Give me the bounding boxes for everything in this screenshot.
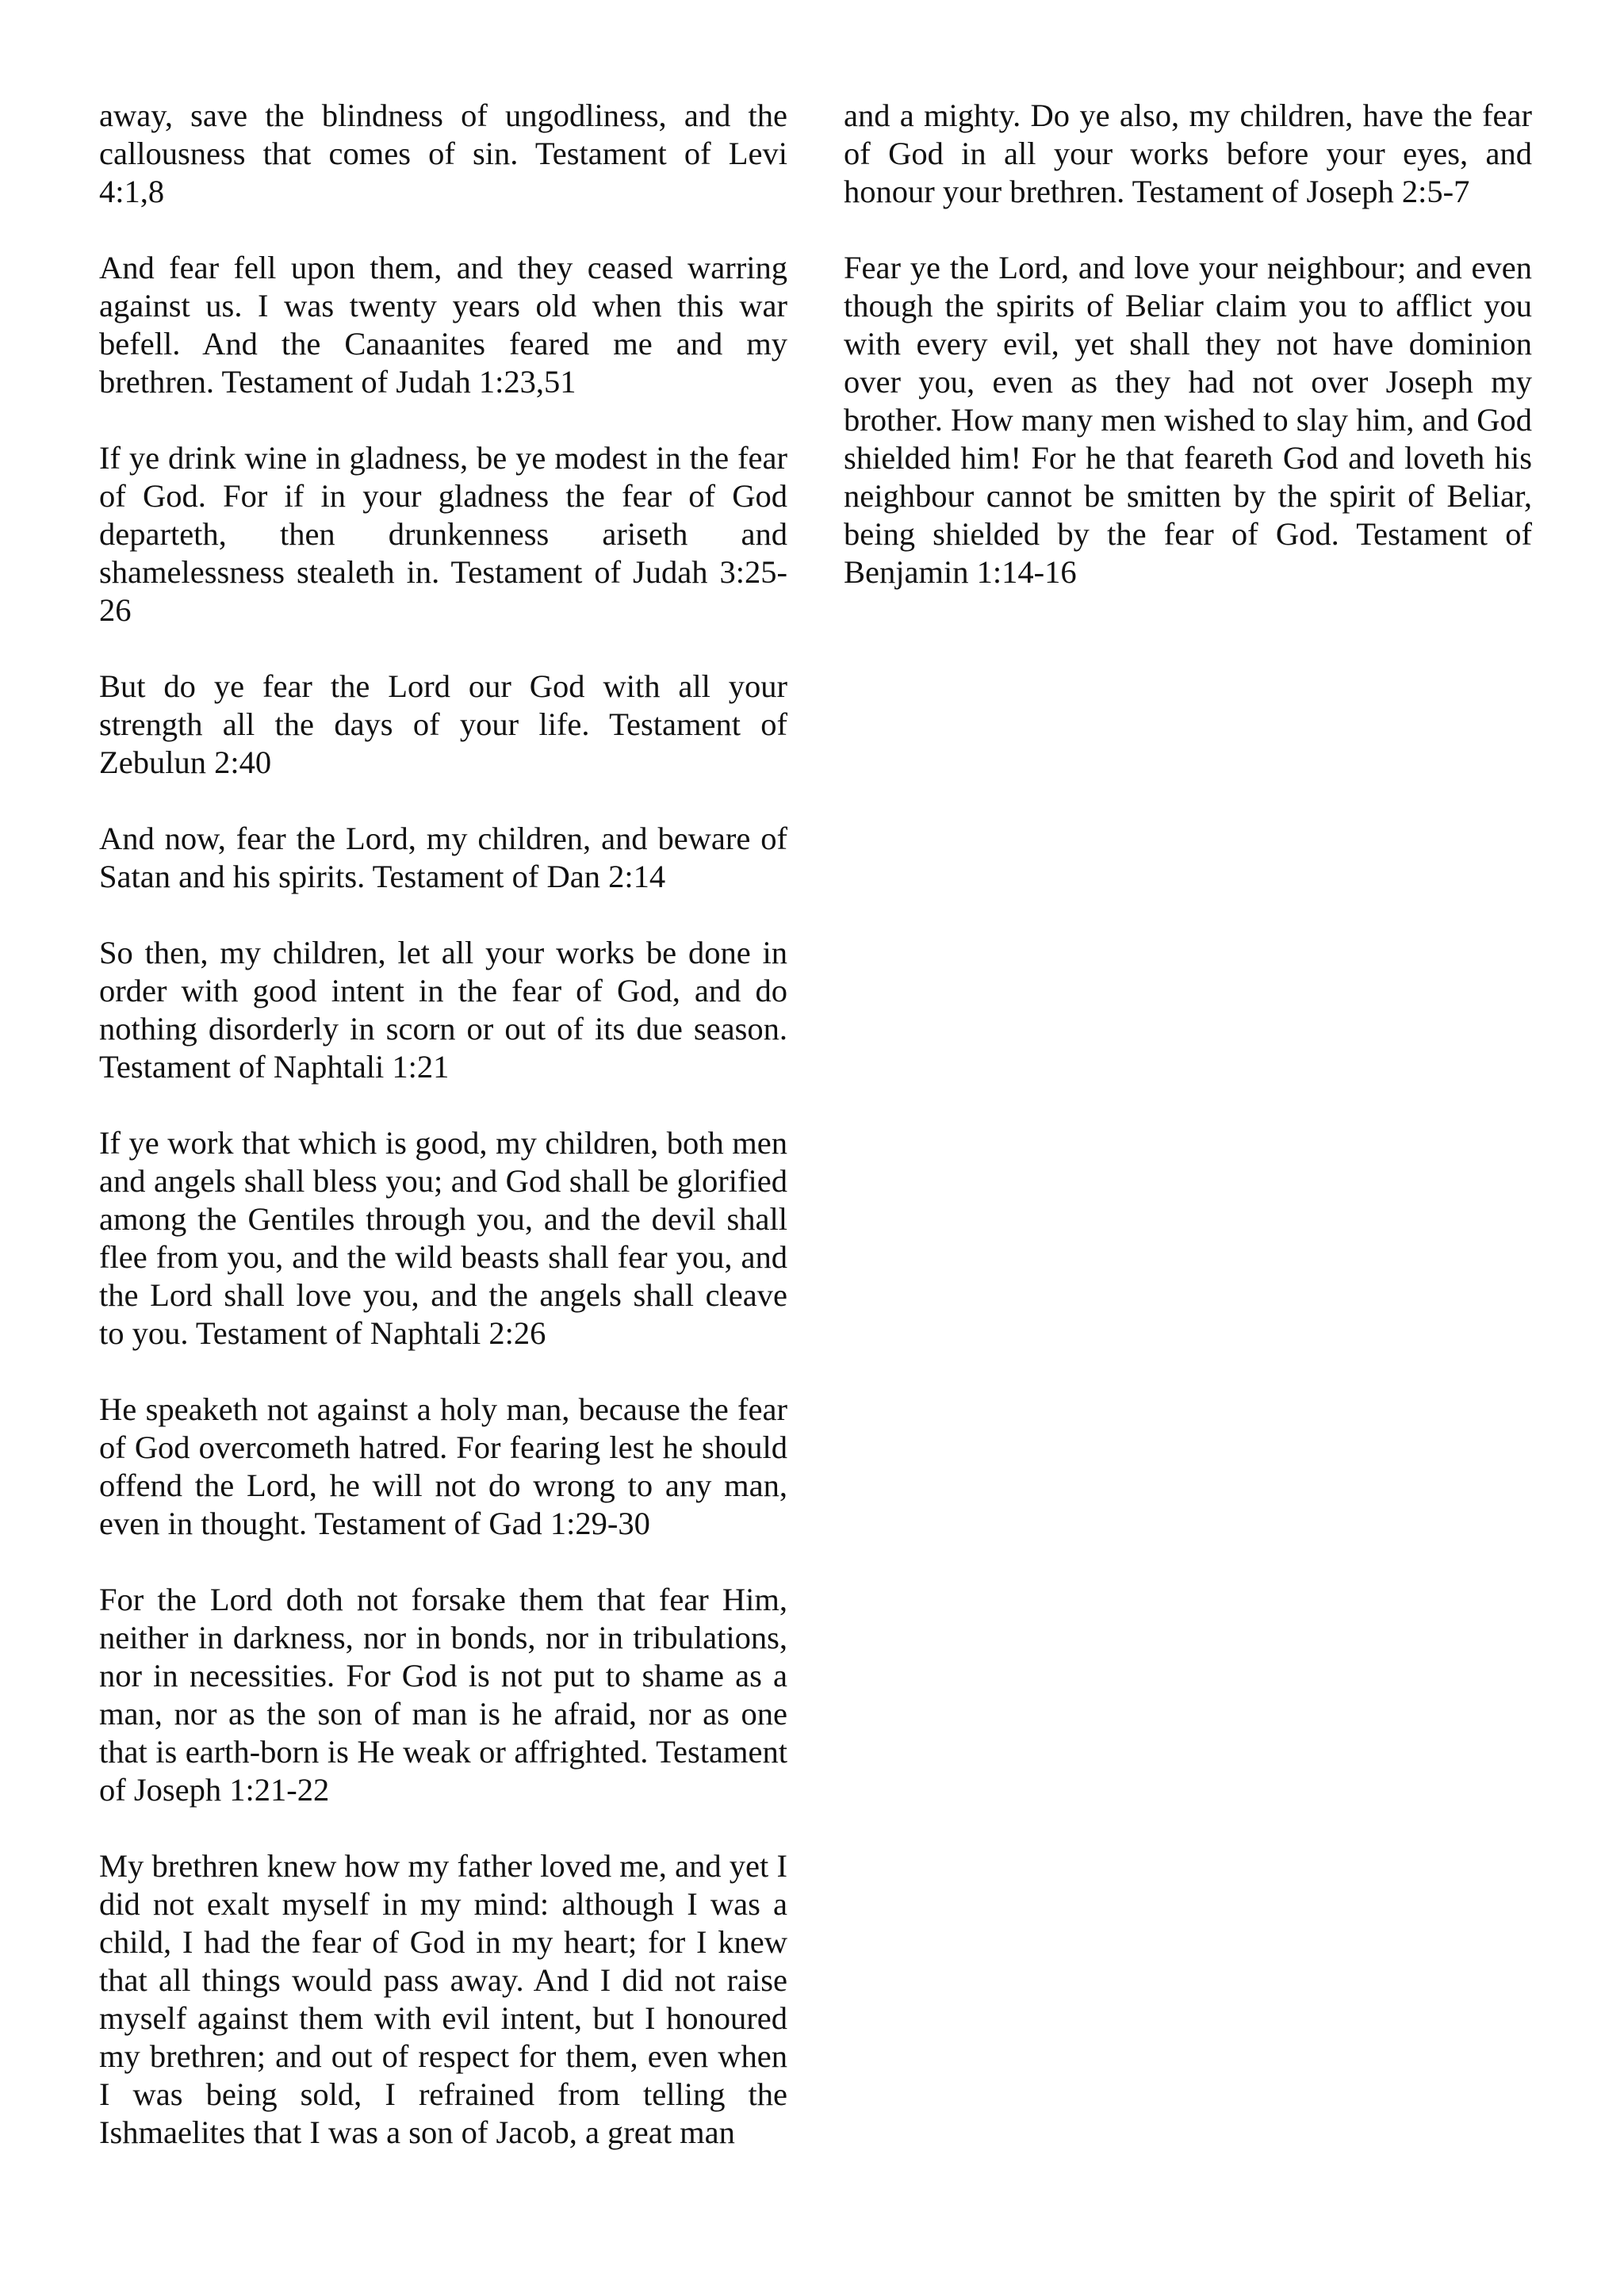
paragraph-naphtali-2: If ye work that which is good, my children, both men and angels shall bless you; and God shall be glorified among the Gentiles through you, and the devil shall flee from you, and the wild beasts shall fear you, and the Lord shall love you, and the angels shall cleave to you. Testament of Naphtali 2:26 [99,1125,787,1351]
right-column [844,97,1532,629]
paragraph-gad: He speaketh not against a holy man, because the fear of God overcometh hatred. For fearing lest he should offend the Lord, he will not do wrong to any man, even in thought. Testament of Gad 1:29-30 [99,1391,787,1541]
paragraph-judah-1: And fear fell upon them, and they ceased warring against us. I was twenty years old when this war befell. And the Canaanites feared me and my brethren. Testament of Judah 1:23,51 [99,250,787,400]
paragraph-judah-3: If ye drink wine in gladness, be ye modest in the fear of God. For if in your gladness the fear of God departeth, then drunkenness ariseth and shamelessness stealeth in. Testament of Judah 3:25-26 [99,440,787,628]
paragraph-joseph-1: For the Lord doth not forsake them that fear Him, neither in darkness, nor in bonds, nor in tribulations, nor in necessities. For God is not put to shame as a man, nor as the son of man is he afraid, nor as one that is earth-born is He weak or affrighted. Testament of Joseph 1:21-22 [99,1582,787,1808]
paragraph-joseph-2-end: and a mighty. Do ye also, my children, have the fear of God in all your works before your eyes, and honour your brethren. Testament of Joseph 2:5-7 [844,98,1532,209]
paragraph-naphtali-1: So then, my children, let all your works be done in order with good intent in the fear of God, and do nothing disorderly in scorn or out of its due season. Testament of Naphtali 1:21 [99,935,787,1085]
paragraph-dan: And now, fear the Lord, my children, and beware of Satan and his spirits. Testament of Dan 2:14 [99,821,787,894]
paragraph-benjamin: Fear ye the Lord, and love your neighbour; and even though the spirits of Beliar claim you to afflict you with every evil, yet shall they not have dominion over you, even as they had not over Joseph my brother. How many men wished to slay him, and God shielded him! For he that feareth God and loveth his neighbour cannot be smitten by the spirit of Beliar, being shielded by the fear of God. Testament of Benjamin 1:14-16 [844,250,1532,590]
left-column [99,97,787,2190]
paragraph-joseph-2-start: My brethren knew how my father loved me, and yet I did not exalt myself in my mind: although I was a child, I had the fear of God in my heart; for I knew that all things would pass away. And I did not raise myself against them with evil intent, but I honoured my brethren; and out of respect for them, even when I was being sold, I refrained from telling the Ishmaelites that I was a son of Jacob, a great man [99,1848,787,2150]
paragraph-zebulun: But do ye fear the Lord our God with all your strength all the days of your life. Testament of Zebulun 2:40 [99,668,787,780]
paragraph-levi: away, save the blindness of ungodliness, and the callousness that comes of sin. Testament of Levi 4:1,8 [99,98,787,209]
